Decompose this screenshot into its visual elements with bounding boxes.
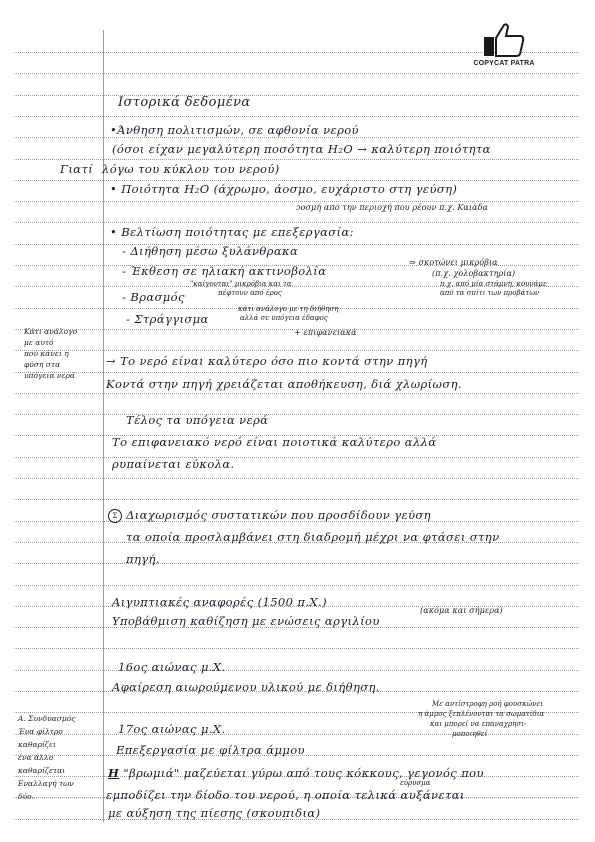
text-line: → Το νερό είναι καλύτερο όσο πιο κοντά στην πηγή — [106, 354, 428, 368]
heading: Ιστορικά δεδομένα — [118, 95, 251, 110]
ruled-line — [14, 563, 579, 564]
text-span: Διαχωρισμός συστατικών που προσδίδουν γεύση — [126, 508, 431, 522]
annotation: κάτι ανάλογο με τη διήθηση — [238, 305, 339, 313]
ruled-line — [14, 222, 579, 223]
annotation: από τα σπίτι των προβάτων — [440, 289, 540, 297]
text-span: "βρωμιά" μαζεύεται γύρω από τους κόκκους, γεγονός που — [123, 766, 484, 780]
annotation: εύρυσμα — [400, 779, 431, 787]
copycat-logo — [464, 22, 544, 67]
text-line: εμποδίζει την δίοδο του νερού, η οποία τελικά αυξάνεται — [106, 788, 465, 802]
side-note-line: με αυτό — [24, 338, 54, 347]
text-line: Το επιφανειακό νερό είναι ποιοτικά καλύτερο αλλά — [112, 435, 437, 449]
annotation: αλλά σε υπόγεια έδαφος — [240, 314, 328, 322]
text-line: 16ος αιώνας μ.Χ. — [118, 660, 226, 674]
text-line: Κοντά στην πηγή χρειάζεται αποθήκευση, διά χλωρίωση. — [106, 377, 462, 391]
ruled-line — [14, 372, 579, 373]
ruled-line — [14, 734, 579, 735]
ruled-line — [14, 350, 579, 351]
logo-text: COPYCAT PATRA — [473, 60, 535, 67]
ruled-line — [14, 180, 579, 181]
side-note-line: καθαρίζεται — [18, 766, 66, 775]
side-note-line: υπόγεια νερά — [24, 371, 75, 380]
text-line — [108, 766, 484, 780]
annotation: ↄοσμή από την περιοχή που ρέουν π.χ. Καιάδα — [296, 203, 489, 212]
side-note-line: δύο. — [18, 792, 34, 801]
ruled-line — [14, 670, 579, 671]
side-note-line: Α. Συνδυασμός — [18, 714, 76, 723]
annotation: Με αντίστροφη ροή φουσκώνει — [432, 700, 544, 708]
ruled-line — [14, 393, 579, 394]
text-line: (όσοι είχαν μεγαλύτερη ποσότητα H₂O → καλύτερη ποιότητα — [112, 142, 491, 156]
annotation: η άμμος ξεπλένονται τα σωματίδια — [418, 710, 545, 718]
annotation: "καίγονται" μικρόβια και τα — [190, 280, 292, 288]
ruled-line — [14, 585, 579, 586]
text-line: •Άνθηση πολιτισμών, σε αφθονία νερού — [110, 123, 359, 137]
side-note-line: ένα άλλο — [18, 753, 54, 762]
text-line: τα οποία προσλαμβάνει στη διαδρομή μέχρι να φτάσει στην — [126, 530, 500, 544]
text-line — [108, 508, 431, 523]
text-line: με αύξηση της πίεσης (σκουπιδια) — [108, 806, 321, 820]
text-line: Υποβάθμιση καθίζηση με ενώσεις αργιλίου — [112, 614, 380, 628]
text-line: ρυπαίνεται εύκολα. — [112, 457, 235, 471]
margin-line — [103, 30, 104, 822]
side-note-line: φύση στα — [24, 360, 61, 369]
ruled-line — [14, 116, 579, 117]
annotation: (ακόμα και σήμερα) — [420, 606, 503, 615]
annotation: π.χ. από μία στάμνη, κουνάμε — [440, 280, 547, 288]
ruled-line — [14, 414, 579, 415]
circled-mark: Σ — [108, 509, 122, 523]
side-note-line: Εναλλαγή των — [18, 779, 74, 788]
ruled-line — [14, 159, 579, 160]
text-line: Αφαίρεση αιωρούμενου υλικού με διήθηση. — [112, 680, 380, 694]
ruled-line — [14, 73, 579, 74]
annotation: πέφτουν από έρος — [218, 289, 282, 297]
side-note-line: που κάνει η — [24, 349, 69, 358]
annotation: και μπορεί να επαναχρησι- — [430, 720, 527, 728]
margin-note: Γιατί — [60, 162, 94, 176]
side-note-line: Κάτι ανάλογο — [24, 327, 78, 336]
ruled-line — [14, 648, 579, 649]
ruled-line — [14, 137, 579, 138]
side-note-line: καθαρίζει — [18, 740, 56, 749]
text-line: Αιγυπτιακές αναφορές (1500 π.Χ.) — [112, 595, 327, 609]
text-line: Τέλος τα υπόγεια νερά — [126, 413, 269, 427]
text-line: Επεξεργασία με φίλτρα άμμου — [116, 743, 305, 757]
text-line: - Στράγγισμα — [126, 312, 209, 326]
side-note-line: Ένα φίλτρο — [18, 727, 63, 736]
text-line: - Διήθηση μέσω ξυλάνθρακα — [122, 244, 299, 258]
ruled-line — [14, 95, 579, 96]
text-line: - Έκθεση σε ηλιακή ακτινοβολία — [122, 264, 327, 278]
annotation: ⇒ σκοτώνει μικρόβια — [409, 258, 498, 267]
text-line: • Βελτίωση ποιότητας με επεξεργασία: — [110, 225, 354, 239]
thumbs-up-icon — [482, 22, 526, 58]
annotation: + επιφανειακά — [294, 328, 357, 337]
annotation: (π.χ. χολοβακτηρία) — [432, 269, 516, 278]
text-line: πηγή. — [126, 552, 160, 566]
ruled-line — [14, 457, 579, 458]
ruled-line — [14, 478, 579, 479]
annotation: μοποιηθεί — [452, 730, 488, 738]
ruled-line — [14, 499, 579, 500]
text-line: λόγω του κύκλου του νερού) — [102, 162, 280, 176]
underlined-mark: Η — [108, 766, 120, 780]
text-line: 17ος αιώνας μ.Χ. — [118, 722, 226, 736]
text-line: • Ποιότητα H₂O (άχρωμο, άοσμο, ευχάριστο στη γεύση) — [110, 182, 458, 196]
text-line: - Βρασμός — [122, 290, 185, 304]
ruled-line — [14, 201, 579, 202]
